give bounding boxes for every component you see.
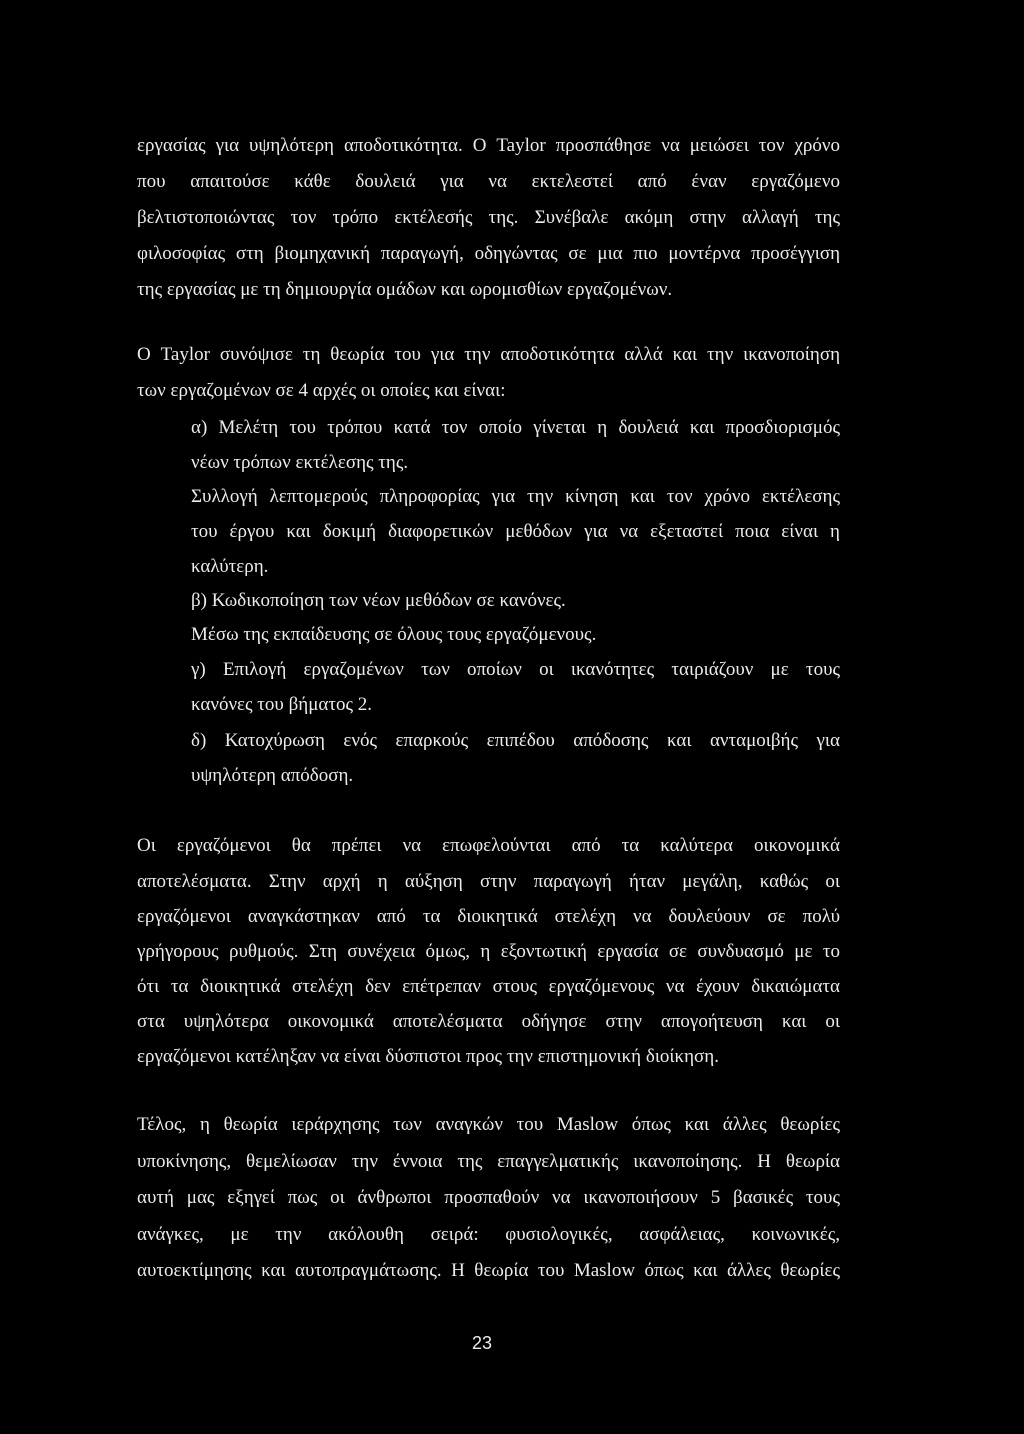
principle-item-a-continued: νέων τρόπων εκτέλεσης της. [191,452,409,473]
principle-item-c-continued: κανόνες του βήματος 2. [191,694,372,715]
text-line: ότι τα διοικητικά στελέχη δεν επέτρεπαν στους εργαζόμενους να έχουν δικαιώματα [137,976,840,997]
text-line: στα υψηλότερα οικονομικά αποτελέσματα οδήγησε στην απογοήτευση και οι [137,1011,840,1032]
principle-item-a-detail: Συλλογή λεπτομερούς πληροφορίας για την κίνηση και τον χρόνο εκτέλεσης [191,486,840,507]
principle-item-b-detail: Μέσω της εκπαίδευσης σε όλους τους εργαζόμενους. [191,624,597,645]
text-line: Ο Taylor συνόψισε τη θεωρία του για την αποδοτικότητα αλλά και την ικανοποίηση [137,344,840,365]
text-line: της εργασίας με τη δημιουργία ομάδων και ωρομισθίων εργαζομένων. [137,279,673,300]
page-number: 23 [471,1333,493,1353]
text-line: αυτοεκτίμησης και αυτοπραγμάτωσης. Η θεωρία του Maslow όπως και άλλες θεωρίες [137,1260,840,1281]
principle-item-a-detail: καλύτερη. [191,556,269,577]
principle-item-b: β) Κωδικοποίηση των νέων μεθόδων σε κανόνες. [191,590,566,611]
principle-item-d: δ) Κατοχύρωση ενός επαρκούς επιπέδου απόδοσης και ανταμοιβής για [191,730,840,751]
principle-item-a: α) Μελέτη του τρόπου κατά τον οποίο γίνεται η δουλειά και προσδιορισμός [191,417,840,438]
text-line: γρήγορους ρυθμούς. Στη συνέχεια όμως, η εξοντωτική εργασία σε συνδυασμό με το [137,941,840,962]
principle-item-d-continued: υψηλότερη απόδοση. [191,765,354,786]
text-line: φιλοσοφίας στη βιομηχανική παραγωγή, οδηγώντας σε μια πιο μοντέρνα προσέγγιση [137,243,840,264]
text-line: αποτελέσματα. Στην αρχή η αύξηση στην παραγωγή ήταν μεγάλη, καθώς οι [137,871,840,892]
text-line: των εργαζομένων σε 4 αρχές οι οποίες και είναι: [137,380,506,401]
text-line: που απαιτούσε κάθε δουλειά για να εκτελεστεί από έναν εργαζόμενο [137,171,840,192]
text-line: Τέλος, η θεωρία ιεράρχησης των αναγκών του Maslow όπως και άλλες θεωρίες [137,1114,840,1135]
text-line: βελτιστοποιώντας τον τρόπο εκτέλεσής της. Συνέβαλε ακόμη στην αλλαγή της [137,207,840,228]
principle-item-c: γ) Επιλογή εργαζομένων των οποίων οι ικανότητες ταιριάζουν με τους [191,659,840,680]
text-line: Οι εργαζόμενοι θα πρέπει να επωφελούνται από τα καλύτερα οικονομικά [137,835,840,856]
text-line: υποκίνησης, θεμελίωσαν την έννοια της επαγγελματικής ικανοποίησης. Η θεωρία [137,1151,840,1172]
text-line: αυτή μας εξηγεί πως οι άνθρωποι προσπαθούν να ικανοποιήσουν 5 βασικές τους [137,1187,840,1208]
text-line: εργαζόμενοι αναγκάστηκαν από τα διοικητικά στελέχη να δουλεύουν σε πολύ [137,906,840,927]
principle-item-a-detail: του έργου και δοκιμή διαφορετικών μεθόδων για να εξεταστεί ποια είναι η [191,521,840,542]
text-line: εργαζόμενοι κατέληξαν να είναι δύσπιστοι προς την επιστημονική διοίκηση. [137,1046,719,1067]
text-line: εργασίας για υψηλότερη αποδοτικότητα. Ο Taylor προσπάθησε να μειώσει τον χρόνο [137,135,840,156]
text-line: ανάγκες, με την ακόλουθη σειρά: φυσιολογικές, ασφάλειας, κοινωνικές, [137,1224,840,1245]
